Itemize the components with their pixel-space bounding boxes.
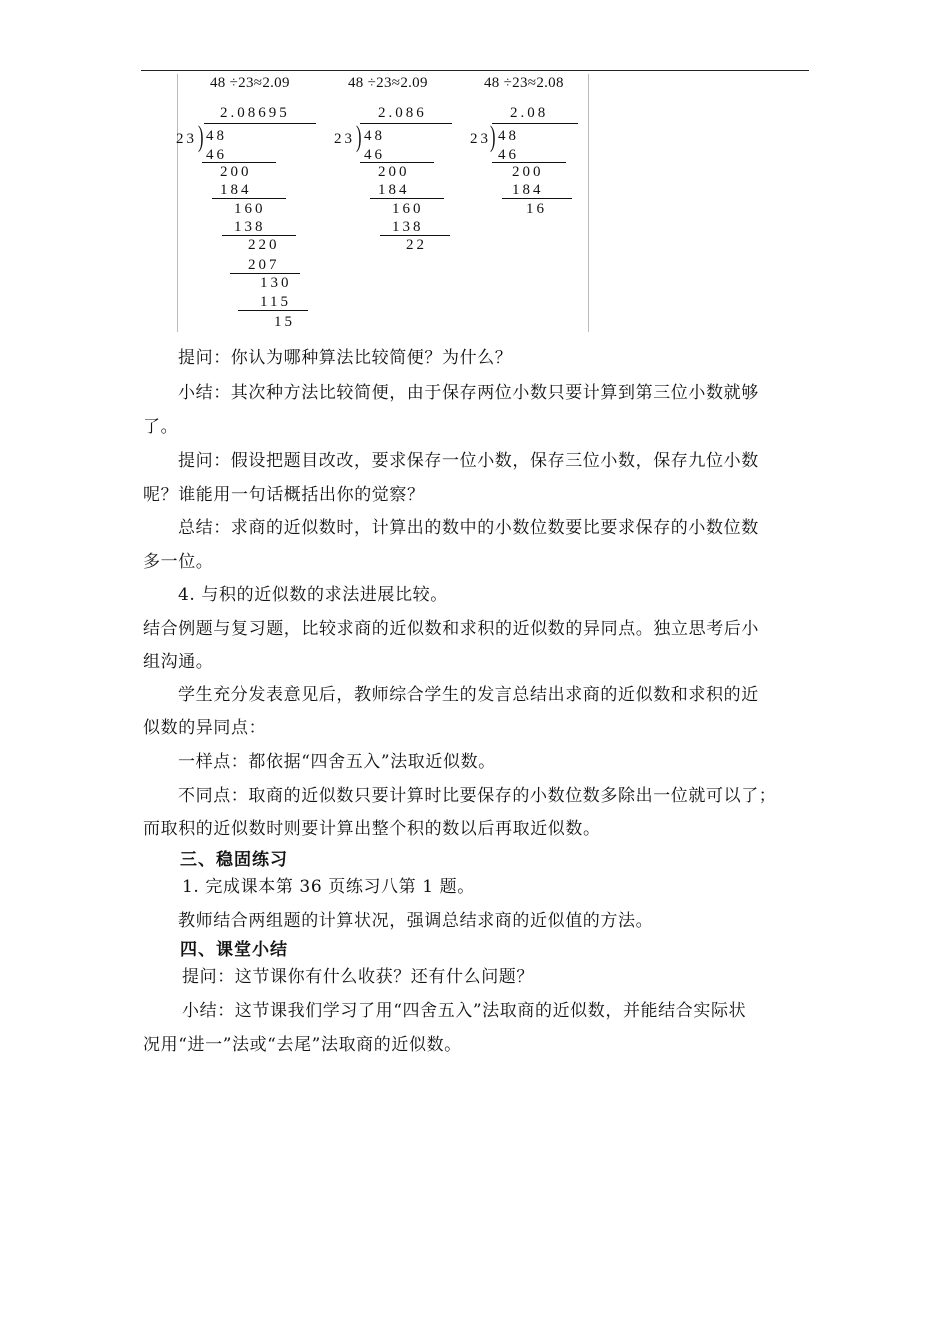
summary-paragraph-line: 小结：这节课我们学习了用“四舍五入”法取商的近似数，并能结合实际状 [182, 1001, 747, 1021]
vinculum [360, 123, 452, 124]
step: 46 [206, 147, 227, 163]
step: 200 [512, 164, 544, 180]
summary-paragraph-line: 况用“进一”法或“去尾”法取商的近似数。 [143, 1035, 462, 1055]
vinculum [204, 123, 316, 124]
step: 184 [220, 182, 252, 198]
quotient: 2.08695 [220, 105, 290, 121]
step-rule [370, 198, 444, 199]
division-column-3 [470, 74, 588, 332]
vinculum [492, 123, 578, 124]
step-rule [238, 310, 308, 311]
step: 46 [364, 147, 385, 163]
step: 207 [248, 257, 280, 273]
figure-right-border [588, 74, 589, 332]
body-paragraph: 教师结合两组题的计算状况，强调总结求商的近似值的方法。 [178, 911, 654, 931]
dividend: 48 [206, 128, 227, 144]
step-rule [212, 198, 286, 199]
step: 220 [248, 237, 280, 253]
dividend: 48 [498, 128, 519, 144]
step-rule [502, 198, 572, 199]
step: 22 [406, 237, 427, 253]
similarity-paragraph: 一样点：都依据“四舍五入”法取近似数。 [178, 752, 496, 772]
step: 160 [392, 201, 424, 217]
step: 184 [512, 182, 544, 198]
equation: 48 ÷23≈2.08 [484, 75, 564, 91]
division-bracket: ) [198, 120, 204, 153]
step: 184 [378, 182, 410, 198]
quotient: 2.086 [378, 105, 427, 121]
numbered-item: 4. 与积的近似数的求法进展比较。 [178, 585, 448, 605]
summary-paragraph-line: 小结：其次种方法比较简便，由于保存两位小数只要计算到第三位小数就够 [178, 383, 759, 403]
conclusion-paragraph-line: 总结：求商的近似数时，计算出的数中的小数位数要比要求保存的小数位数 [178, 518, 759, 538]
body-paragraph-line: 学生充分发表意见后，教师综合学生的发言总结出求商的近似数和求积的近 [178, 685, 759, 705]
difference-paragraph-line: 而取积的近似数时则要计算出整个积的数以后再取近似数。 [143, 819, 601, 839]
body-paragraph-line: 似数的异同点： [143, 718, 267, 738]
summary-paragraph-line: 了。 [143, 417, 179, 437]
divisor: 23 [470, 131, 491, 147]
dividend: 48 [364, 128, 385, 144]
step: 130 [260, 275, 292, 291]
step: 200 [378, 164, 410, 180]
divisor: 23 [334, 131, 355, 147]
equation: 48 ÷23≈2.09 [210, 75, 290, 91]
step: 138 [234, 219, 266, 235]
body-paragraph-line: 组沟通。 [143, 652, 214, 672]
step: 200 [220, 164, 252, 180]
question-paragraph: 提问：这节课你有什么收获？还有什么问题？ [182, 967, 534, 987]
equation: 48 ÷23≈2.09 [348, 75, 428, 91]
divisor: 23 [176, 131, 197, 147]
question-paragraph-line: 呢？谁能用一句话概括出你的觉察？ [143, 485, 425, 505]
division-bracket: ) [490, 120, 496, 153]
conclusion-paragraph-line: 多一位。 [143, 552, 214, 572]
question-paragraph: 提问：你认为哪种算法比较简便？为什么？ [178, 348, 513, 368]
division-column-1 [176, 74, 326, 332]
step: 15 [274, 314, 295, 330]
section-heading: 四、课堂小结 [180, 940, 288, 960]
difference-paragraph-line: 不同点：取商的近似数只要计算时比要保存的小数位数多除出一位就可以了； [178, 786, 777, 806]
quotient: 2.08 [510, 105, 549, 121]
step: 115 [260, 294, 291, 310]
body-paragraph-line: 结合例题与复习题，比较求商的近似数和求积的近似数的异同点。独立思考后小 [143, 619, 759, 639]
division-column-2 [334, 74, 464, 332]
header-rule [141, 70, 809, 71]
step: 46 [498, 147, 519, 163]
division-bracket: ) [356, 120, 362, 153]
step: 160 [234, 201, 266, 217]
long-division-figure [176, 74, 590, 332]
step: 138 [392, 219, 424, 235]
question-paragraph-line: 提问：假设把题目改改，要求保存一位小数，保存三位小数，保存九位小数 [178, 451, 759, 471]
step: 16 [526, 201, 547, 217]
section-heading: 三、稳固练习 [180, 850, 288, 870]
exercise-item: 1. 完成课本第 36 页练习八第 1 题。 [182, 877, 475, 897]
